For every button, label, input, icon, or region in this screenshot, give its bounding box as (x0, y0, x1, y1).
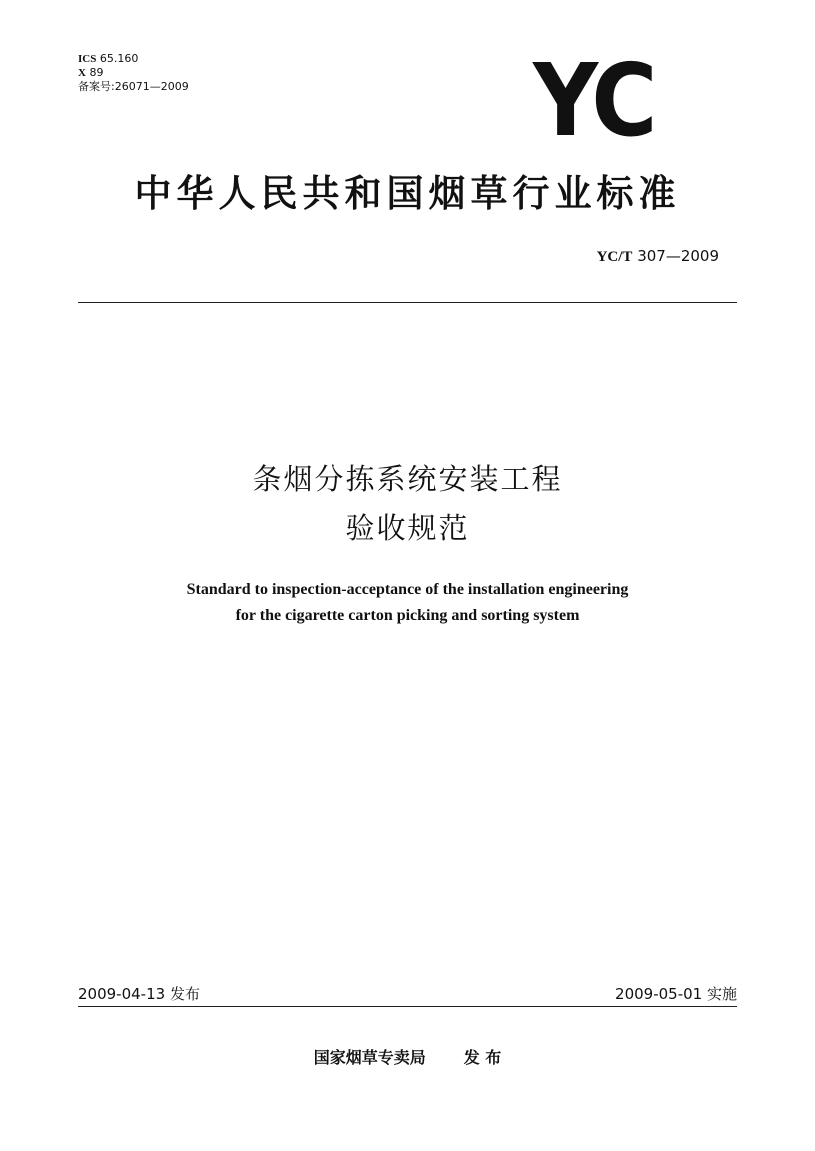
title-cn-line2: 验收规范 (345, 511, 470, 545)
ics-code: 65.160 (99, 52, 139, 65)
standard-prefix: YC/T (596, 249, 633, 265)
effective-date: 2009-05-01 实施 (615, 985, 737, 1003)
title-en-line1: Standard to inspection-acceptance of the installation engineering (186, 581, 629, 598)
ics-line (78, 52, 189, 66)
class-label: X (78, 67, 86, 79)
publisher-action: 发 布 (463, 1048, 502, 1067)
record-number: 备案号:26071—2009 (78, 80, 189, 93)
title-cn-line1: 条烟分拣系统安装工程 (252, 462, 563, 496)
top-divider (78, 302, 737, 303)
ics-label: ICS (78, 53, 97, 65)
publisher-org: 国家烟草专卖局 (313, 1048, 426, 1067)
publisher-line (0, 1045, 815, 1068)
yc-logo: YC (533, 42, 654, 159)
class-code: 89 (89, 66, 104, 79)
bottom-divider (78, 1006, 737, 1007)
standard-number (597, 247, 719, 266)
classification-block (78, 52, 189, 94)
title-en-line2: for the cigarette carton picking and sorting system (235, 607, 580, 624)
issuer-title: 中华人民共和国烟草行业标准 (134, 172, 681, 215)
class-line (78, 66, 189, 80)
standard-code: 307—2009 (637, 247, 719, 265)
publish-date: 2009-04-13 发布 (78, 985, 200, 1003)
